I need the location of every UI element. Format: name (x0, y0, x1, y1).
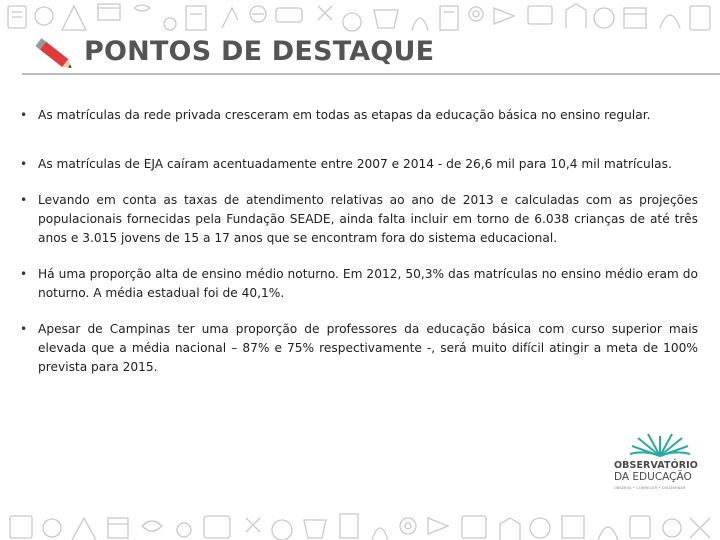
title-area (30, 34, 710, 74)
pencil-icon (32, 36, 78, 74)
list-item: • As matrículas da rede privada cresceram em todas as etapas da educação básica no ensino regular. (20, 106, 698, 125)
list-item: • As matrículas de EJA caíram acentuadamente entre 2007 e 2014 - de 26,6 mil para 10,4 mil matrículas. (20, 155, 698, 174)
highlight-list (20, 106, 698, 377)
logo-text-primary: OBSERVATÓRIO (614, 460, 698, 471)
title-underline (22, 73, 720, 75)
list-item: • Levando em conta as taxas de atendimento relativas ao ano de 2013 e calculadas com as projeções populacionais fornecidas pela Fundação SEADE, ainda falta incluir em torno de 6.038 crianças de até três anos e 3.015 jovens de 15 a 17 anos que se encontram fora do sistema educacional. (20, 191, 698, 248)
open-book-icon (610, 430, 710, 460)
page-title: PONTOS DE DESTAQUE (84, 36, 435, 67)
logo-text-secondary: DA EDUCAÇÃO (614, 471, 692, 483)
doodle-pattern-icon (0, 506, 720, 540)
bottom-doodle-pattern (0, 506, 720, 540)
list-item: • Há uma proporção alta de ensino médio noturno. Em 2012, 50,3% das matrículas no ensino médio eram do noturno. A média estadual foi de 40,1%. (20, 265, 698, 303)
list-item: • Apesar de Campinas ter uma proporção de professores da educação básica com curso superior mais elevada que a média nacional – 87% e 75% respectivamente -, será muito difícil atingir a meta de 100% prevista para 2015. (20, 320, 698, 377)
observatorio-logo (610, 430, 710, 494)
logo-tagline: OBSERVA • CONHECER • DISSEMINAR (614, 486, 686, 490)
